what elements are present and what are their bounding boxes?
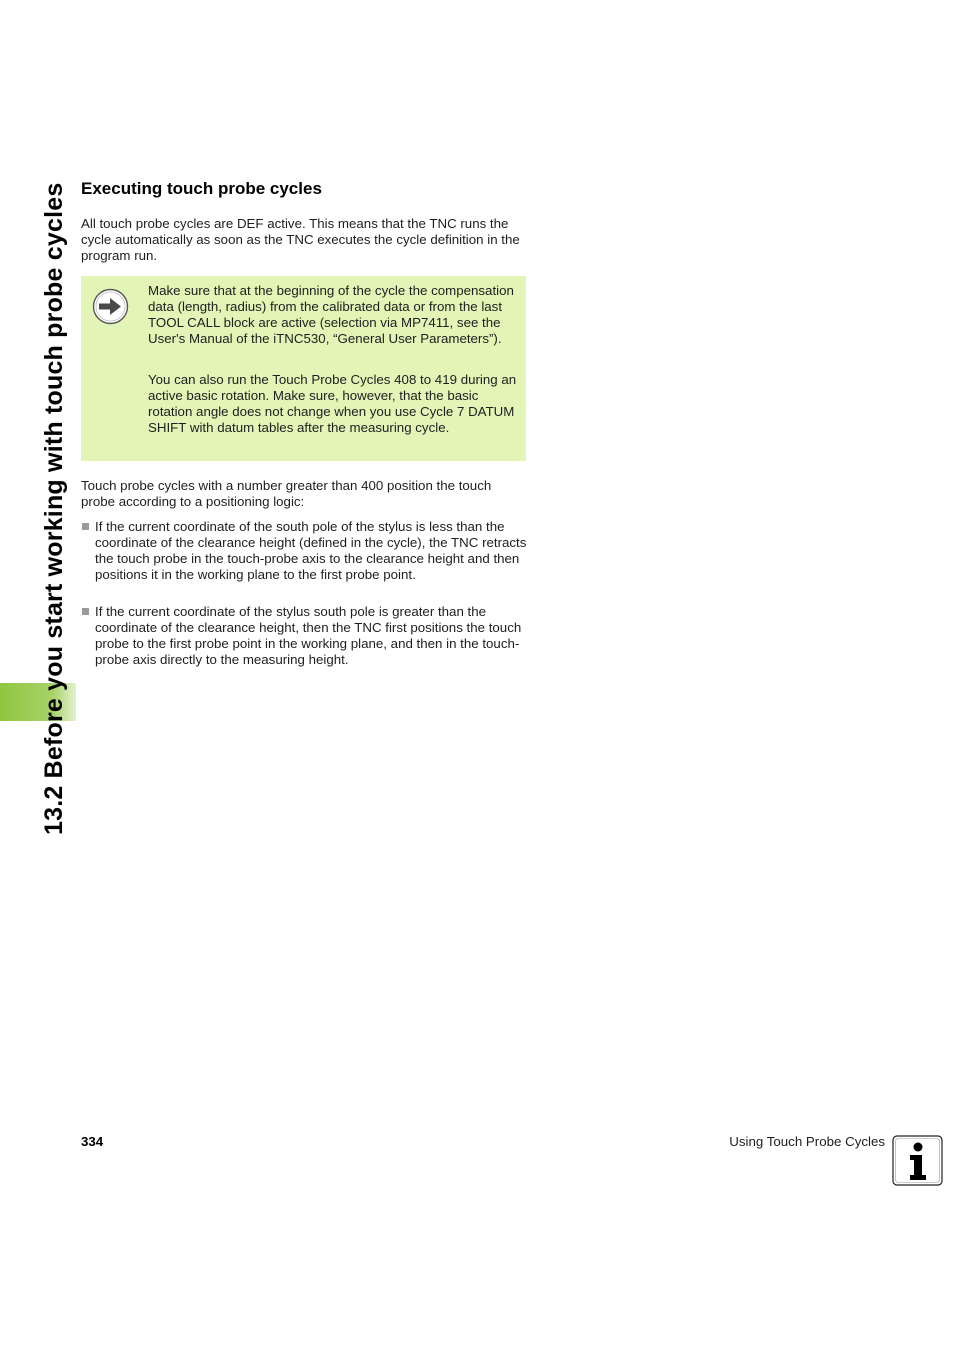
chapter-side-title: 13.2 Before you start working with touch probe cycles: [40, 182, 68, 835]
page-number: 334: [81, 1134, 104, 1149]
list-item: [81, 519, 527, 583]
list-item: [81, 604, 527, 668]
arrow-right-icon: [92, 288, 129, 325]
bullet-square-icon: [82, 523, 89, 530]
positioning-intro-paragraph: Touch probe cycles with a number greater than 400 position the touch probe according to a positioning logic:: [81, 478, 492, 509]
note-paragraph: Make sure that at the beginning of the cycle the compensation data (length, radius) from the calibrated data or from the last TOOL CALL block are active (selection via MP7411, see the User's Manual of the iTNC530, “General User Parameters”).: [148, 283, 514, 346]
footer-chapter-title: Using Touch Probe Cycles: [729, 1134, 885, 1149]
note-paragraph: You can also run the Touch Probe Cycles 408 to 419 during an active basic rotation. Make sure, however, that the basic rotation angle does not change when you use Cycle 7 DATUM SHIFT with datum tables after the measuring cycle.: [148, 372, 517, 435]
section-intro-paragraph: All touch probe cycles are DEF active. This means that the TNC runs the cycle automatically as soon as the TNC executes the cycle definition in the program run.: [81, 216, 520, 263]
info-icon[interactable]: [892, 1135, 943, 1186]
bullet-square-icon: [82, 608, 89, 615]
note-box: [81, 276, 526, 461]
section-title: Executing touch probe cycles: [81, 179, 322, 198]
list-item-text: If the current coordinate of the south pole of the stylus is less than the coordinate of the clearance height (defined in the cycle), the TNC retracts the touch probe in the touch-probe axis to the clearance height and then positions it in the working plane to the first probe point.: [95, 519, 527, 582]
list-item-text: If the current coordinate of the stylus south pole is greater than the coordinate of the clearance height, then the TNC first positions the touch probe to the first probe point in the working plane, and then in the touch-probe axis directly to the measuring height.: [95, 604, 522, 667]
